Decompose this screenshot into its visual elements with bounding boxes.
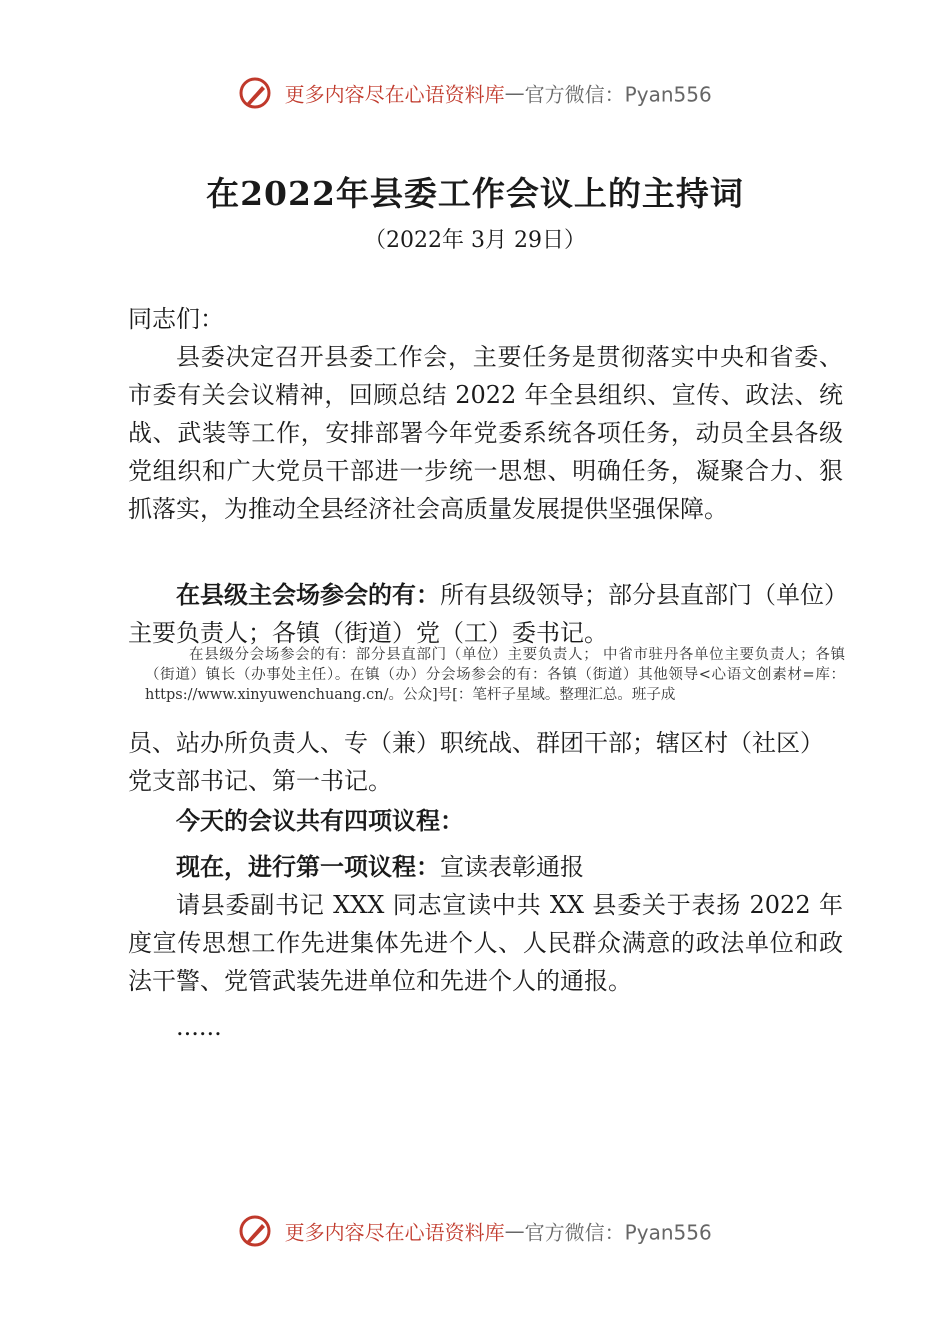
agenda-item-1-body: 请县委副书记 XXX 同志宣读中共 XX 县委关于表扬 2022 年度宣传思想工作先进集体先进个人、人民群众满意的政法单位和政法干警、党管武装先进单位和先进个人的通报。 (128, 891, 843, 995)
banner-wechat: 官方微信：Pyan556 (524, 82, 712, 107)
greeting: 同志们： (128, 305, 224, 333)
footer-banner-wechat: 官方微信：Pyan556 (524, 1220, 712, 1245)
page-date: （2022年 3月 29日） (364, 228, 586, 253)
agenda-item-1-label: 现在，进行第一项议程： (176, 853, 440, 881)
continuation-paragraph: 员、站办所负责人、专（兼）职统战、群团干部；辖区村（社区）党支部书记、第一书记。 (128, 729, 824, 795)
agenda-intro: 今天的会议共有四项议程： (176, 807, 464, 835)
overlap-note: 在县级分会场参会的有：部分县直部门（单位）主要负责人； 中省市驻丹各单位主要负责人；各镇（街道）镇长（办事处主任）。在镇（办）分会场参会的有：各镇（街道）其他领导<心语文创素材=库：https://www.xinyuwenchuang.cn/。公众]号[：笔杆子星域。整理汇总。班子成 (145, 647, 845, 703)
attendees-main-label: 在县级主会场参会的有： (176, 581, 440, 609)
page-title: 在2022年县委工作会议上的主持词 (206, 174, 744, 213)
attendees-main-text: 所有县级领导；部分县直部门（单位）主要负责人；各镇（街道）党（工）委书记。 (128, 581, 836, 647)
ellipsis: ...... (176, 1013, 222, 1041)
pen-logo-icon (238, 1214, 272, 1248)
pen-logo-icon (238, 76, 272, 110)
banner-text: 更多内容尽在心语资料库 (284, 82, 505, 107)
agenda-item-1-text: 宣读表彰通报 (440, 853, 584, 881)
intro-paragraph: 县委决定召开县委工作会，主要任务是贯彻落实中央和省委、市委有关会议精神，回顾总结 2022 年全县组织、宣传、政法、统战、武装等工作，安排部署今年党委系统各项任务，动员全县各级党组织和广大党员干部进一步统一思想、明确任务，凝聚合力、狠抓落实，为推动全县经济社会高质量发展提供坚强保障。 (128, 343, 843, 523)
footer-banner-text: 更多内容尽在心语资料库 (284, 1220, 505, 1245)
footer-banner-separator: — (504, 1219, 525, 1243)
banner-separator: — (504, 81, 525, 105)
attendees-main (128, 576, 843, 652)
footer-banner (0, 1214, 950, 1248)
header-banner (0, 76, 950, 110)
agenda-item-1 (128, 848, 843, 886)
